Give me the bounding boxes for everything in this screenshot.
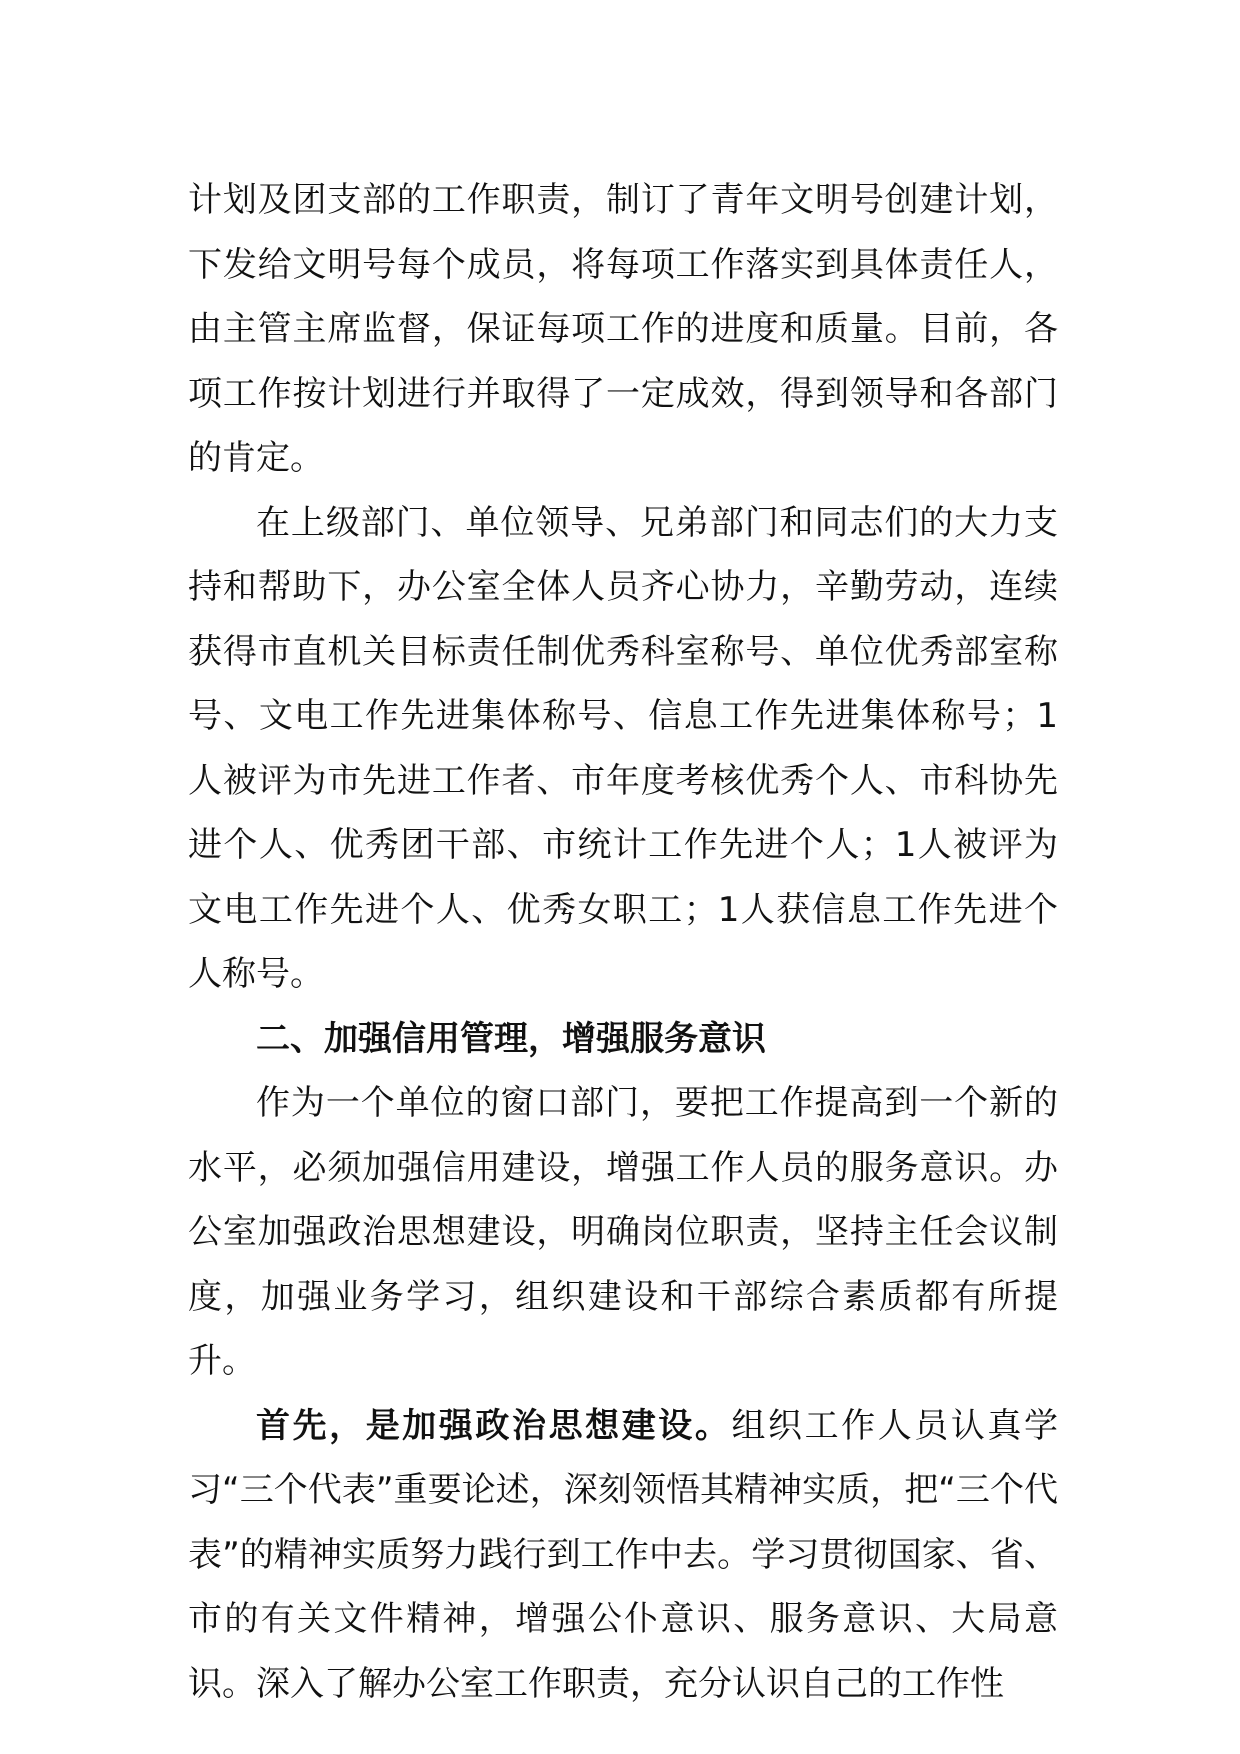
- paragraph-achievements: 在上级部门、单位领导、兄弟部门和同志们的大力支持和帮助下，办公室全体人员齐心协力，辛勤劳动，连续获得市直机关目标责任制优秀科室称号、单位优秀部室称号、文电工作先进集体称号、信息工作先进集体称号；1人被评为市先进工作者、市年度考核优秀个人、市科协先进个人、优秀团干部、市统计工作先进个人；1人被评为文电工作先进个人、优秀女职工；1人获信息工作先进个人称号。: [188, 502, 1058, 994]
- paragraph-continuation: 计划及团支部的工作职责，制订了青年文明号创建计划，下发给文明号每个成员，将每项工作落实到具体责任人，由主管主席监督，保证每项工作的进度和质量。目前，各项工作按计划进行并取得了一定成效，得到领导和各部门的肯定。: [188, 180, 1058, 478]
- paragraph-body-text: 组织工作人员认真学习“三个代表”重要论述，深刻领悟其精神实质，把“三个代表”的精神实质努力践行到工作中去。学习贯彻国家、省、市的有关文件精神，增强公仆意识、服务意识、大局意识。深入了解办公室工作职责，充分认识自己的工作性: [188, 1405, 1059, 1704]
- paragraph-service: 作为一个单位的窗口部门，要把工作提高到一个新的水平，必须加强信用建设，增强工作人员的服务意识。办公室加强政治思想建设，明确岗位职责，坚持主任会议制度，加强业务学习，组织建设和干部综合素质都有所提升。: [188, 1083, 1058, 1381]
- document-body: [188, 168, 1058, 1716]
- section-heading: 二、加强信用管理，增强服务意识: [256, 1018, 766, 1059]
- paragraph-lead-text: 首先，是加强政治思想建设。: [256, 1405, 732, 1446]
- paragraph-political: [188, 1394, 1058, 1717]
